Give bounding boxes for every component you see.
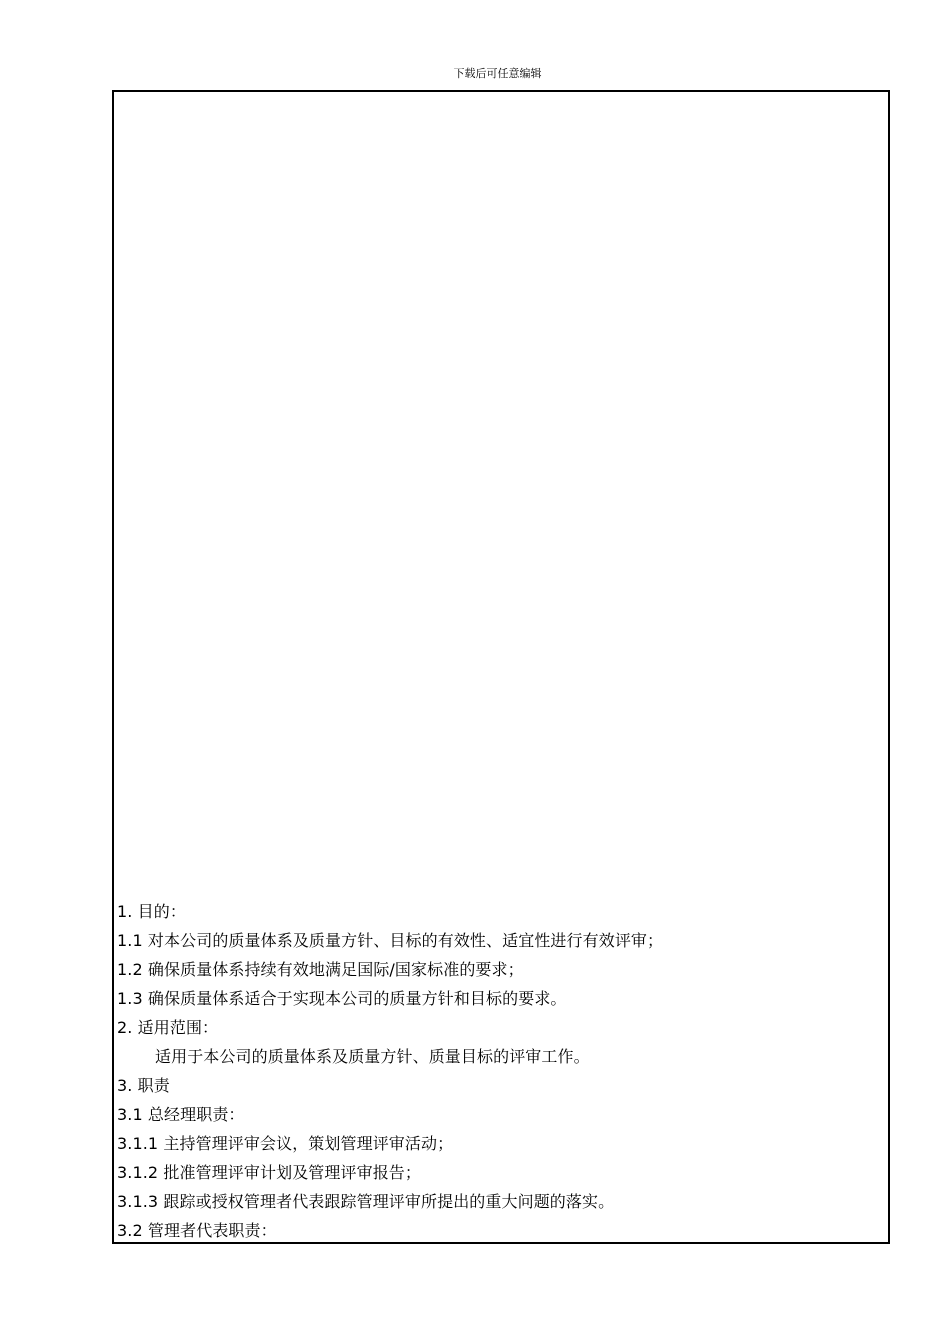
document-content xyxy=(117,897,884,1245)
responsibility-3-2-heading: 3.2 管理者代表职责： xyxy=(117,1221,277,1240)
document-frame xyxy=(112,90,890,1244)
responsibility-3-1-3: 3.1.3 跟踪或授权管理者代表跟踪管理评审所提出的重大问题的落实。 xyxy=(117,1192,615,1211)
responsibility-3-1-1: 3.1.1 主持管理评审会议，策划管理评审活动； xyxy=(117,1134,454,1153)
purpose-item-1-1: 1.1 对本公司的质量体系及质量方针、目标的有效性、适宜性进行有效评审； xyxy=(117,931,664,950)
scope-text: 适用于本公司的质量体系及质量方针、质量目标的评审工作。 xyxy=(155,1047,590,1066)
section-heading-purpose: 1. 目的： xyxy=(117,902,186,921)
page-header-note: 下载后可任意编辑 xyxy=(453,67,542,80)
purpose-item-1-2: 1.2 确保质量体系持续有效地满足国际/国家标准的要求； xyxy=(117,960,524,979)
section-heading-scope: 2. 适用范围： xyxy=(117,1018,219,1037)
section-heading-responsibilities: 3. 职责 xyxy=(117,1076,170,1095)
responsibility-3-1-2: 3.1.2 批准管理评审计划及管理评审报告； xyxy=(117,1163,421,1182)
purpose-item-1-3: 1.3 确保质量体系适合于实现本公司的质量方针和目标的要求。 xyxy=(117,989,567,1008)
responsibility-3-1-heading: 3.1 总经理职责： xyxy=(117,1105,245,1124)
